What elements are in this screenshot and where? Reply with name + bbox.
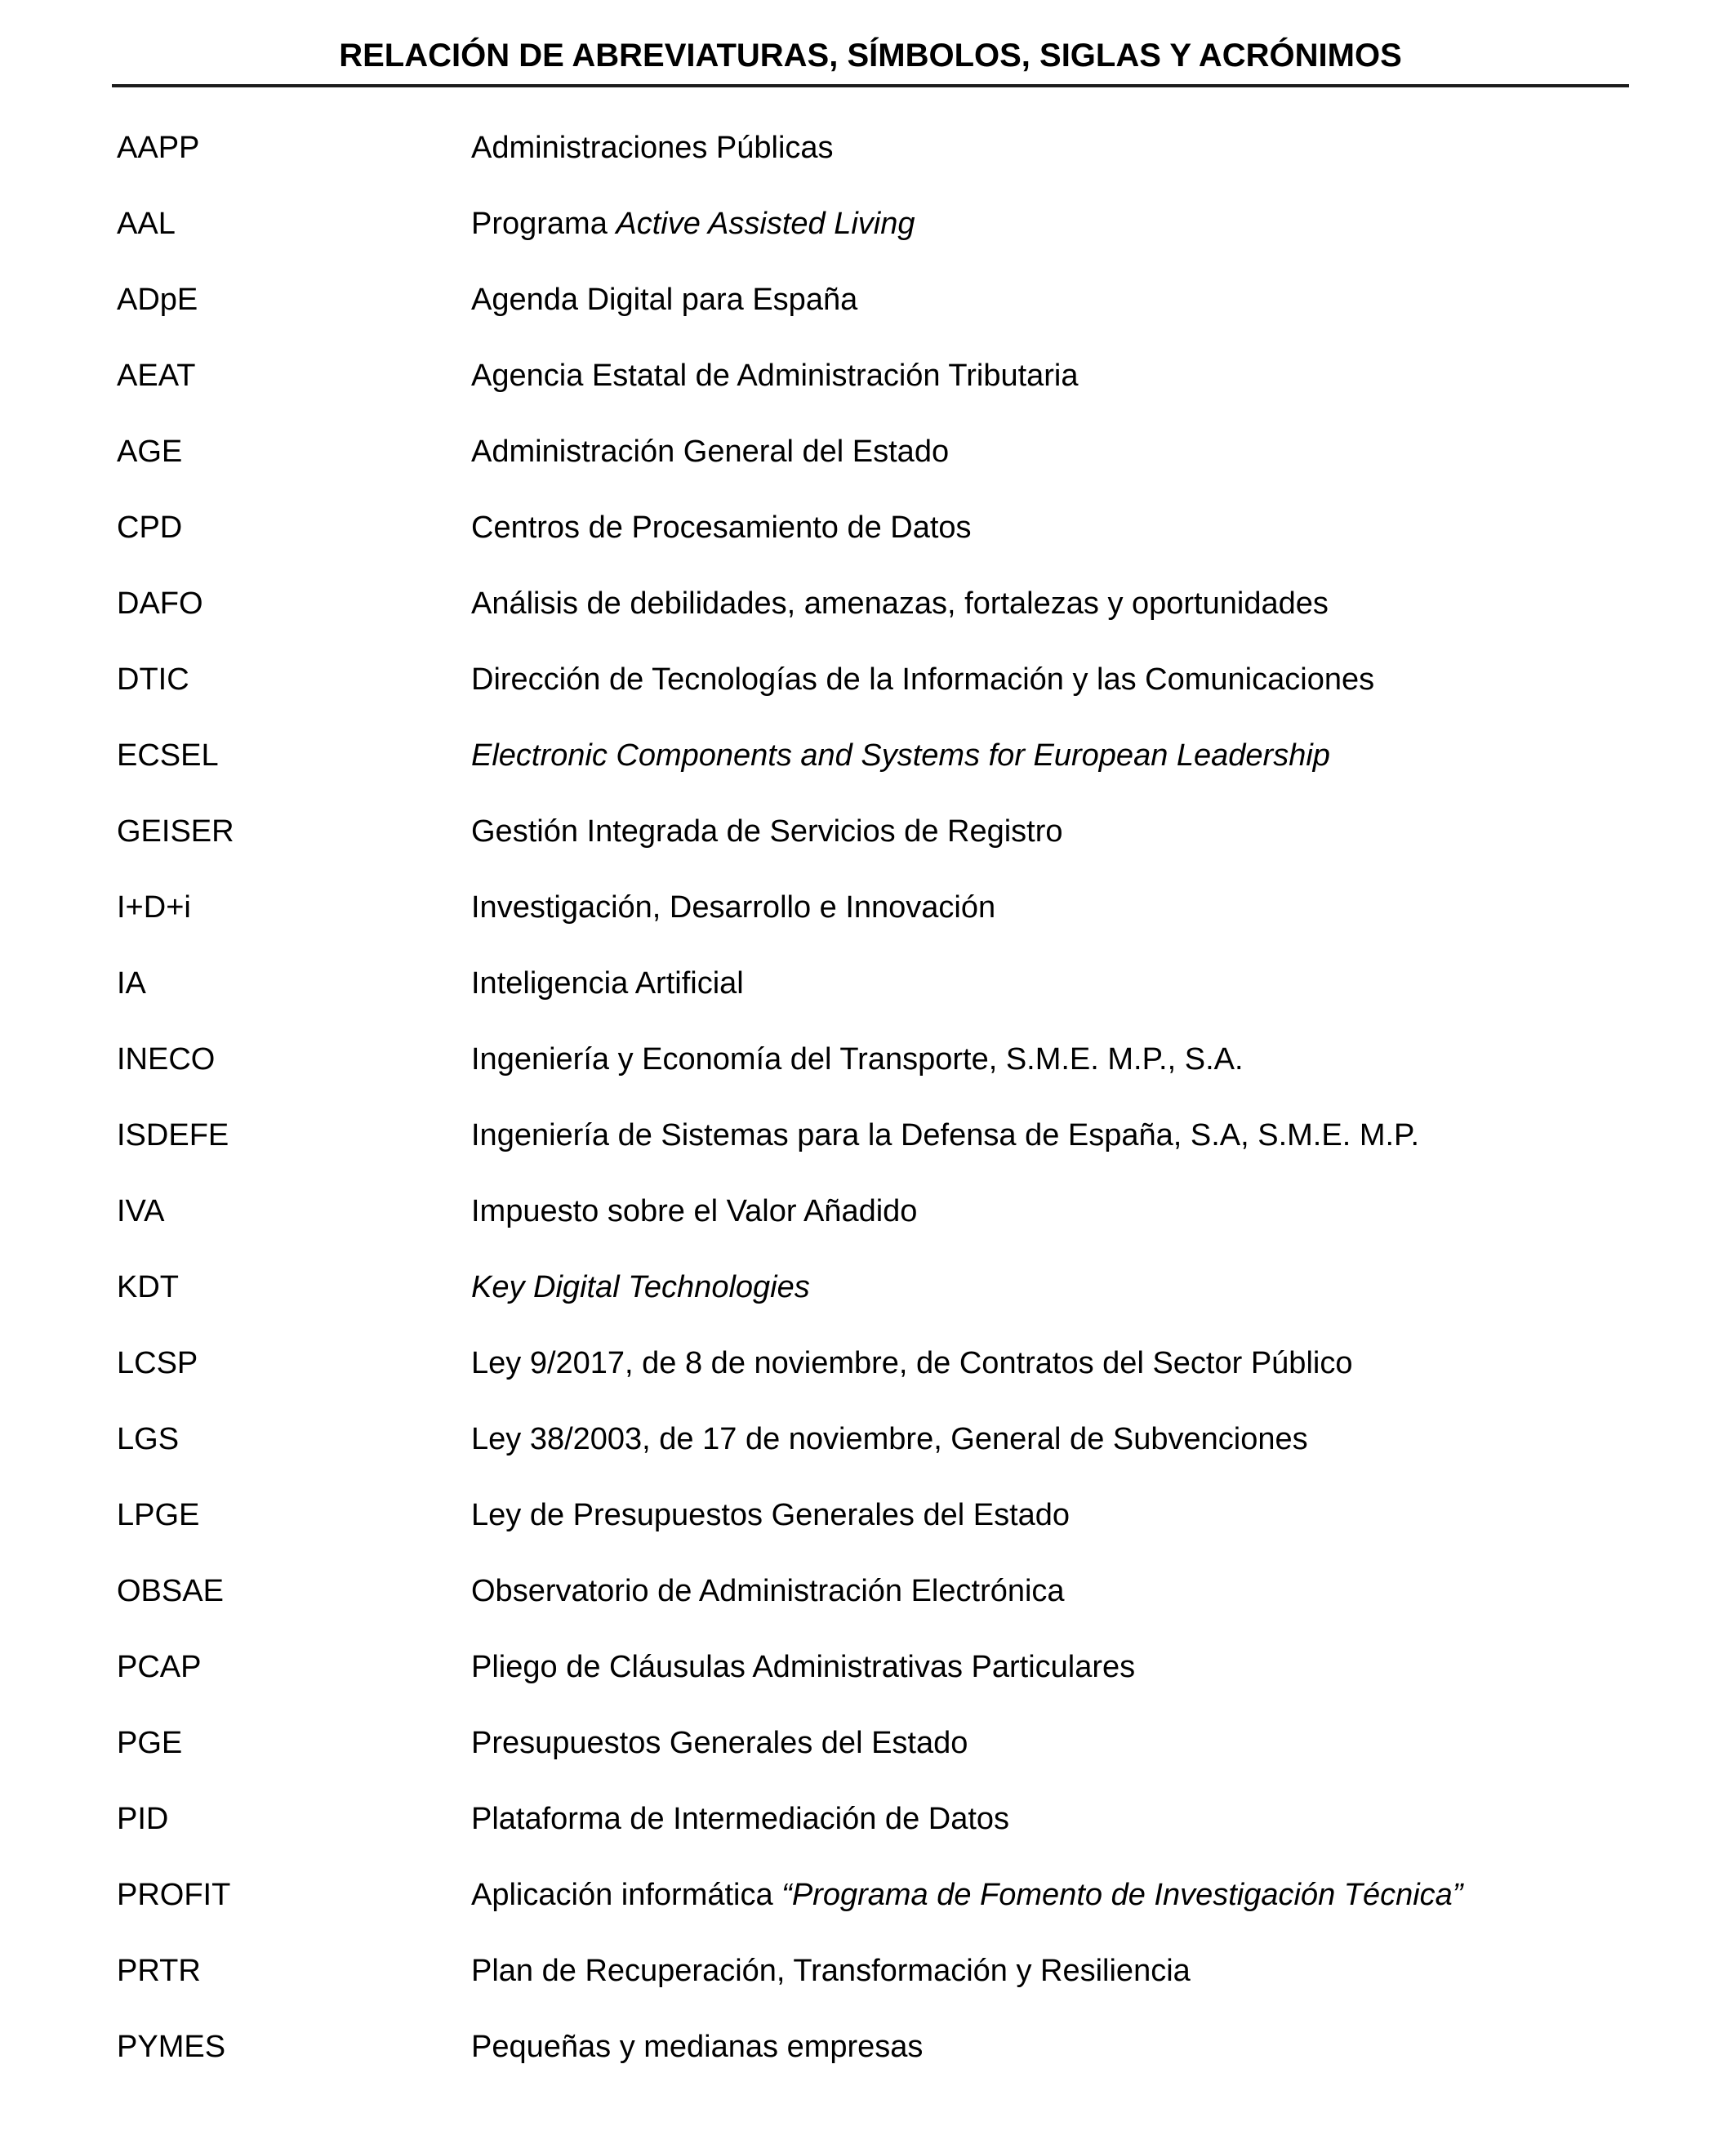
abbreviation-row xyxy=(117,1800,1668,1838)
definition-segment: Centros de Procesamiento de Datos xyxy=(471,510,972,545)
abbreviation-term: ECSEL xyxy=(117,738,219,773)
definition-segment: Ingeniería de Sistemas para la Defensa de España, S.A, S.M.E. M.P. xyxy=(471,1118,1420,1152)
abbreviation-term: LGS xyxy=(117,1422,180,1456)
abbreviation-row xyxy=(117,1041,1668,1078)
abbreviation-definition xyxy=(471,2028,1668,2066)
abbreviation-term: OBSAE xyxy=(117,1574,224,1608)
abbreviation-row xyxy=(117,357,1668,395)
abbreviation-term: LCSP xyxy=(117,1346,198,1380)
definition-segment: Ley de Presupuestos Generales del Estado xyxy=(471,1498,1071,1532)
abbreviation-term: ADpE xyxy=(117,283,198,317)
abbreviation-row xyxy=(117,1344,1668,1382)
abbreviation-term: PROFIT xyxy=(117,1878,231,1912)
abbreviation-definition xyxy=(471,1117,1668,1154)
abbreviation-row xyxy=(117,2028,1668,2066)
abbreviation-row xyxy=(117,1420,1668,1458)
abbreviation-term: PID xyxy=(117,1802,169,1836)
abbreviation-row xyxy=(117,889,1668,926)
definition-segment: Dirección de Tecnologías de la Información y las Comunicaciones xyxy=(471,662,1375,697)
abbreviation-term: PGE xyxy=(117,1726,183,1760)
abbreviation-row xyxy=(117,509,1668,546)
abbreviation-row xyxy=(117,1952,1668,1990)
abbreviation-list xyxy=(117,129,1668,2104)
abbreviation-row xyxy=(117,1876,1668,1914)
definition-segment-italic: Electronic Components and Systems for European Leadership xyxy=(471,738,1330,773)
abbreviation-term: AAPP xyxy=(117,131,200,165)
abbreviation-term: ISDEFE xyxy=(117,1118,229,1152)
abbreviation-definition xyxy=(471,1572,1668,1610)
definition-segment: Administración General del Estado xyxy=(471,435,950,469)
abbreviation-row xyxy=(117,585,1668,622)
definition-segment-italic: Key Digital Technologies xyxy=(471,1270,810,1304)
abbreviation-term: AAL xyxy=(117,207,176,241)
abbreviation-definition xyxy=(471,585,1668,622)
abbreviation-term: AEAT xyxy=(117,359,196,393)
abbreviation-definition xyxy=(471,1800,1668,1838)
definition-segment-italic: “Programa de Fomento de Investigación Técnica” xyxy=(781,1878,1463,1912)
definition-segment: Ingeniería y Economía del Transporte, S.M.E. M.P., S.A. xyxy=(471,1042,1244,1077)
abbreviation-definition xyxy=(471,281,1668,319)
abbreviation-definition xyxy=(471,357,1668,395)
definition-segment: Pequeñas y medianas empresas xyxy=(471,2030,924,2064)
abbreviation-row xyxy=(117,1268,1668,1306)
definition-segment: Presupuestos Generales del Estado xyxy=(471,1726,968,1760)
abbreviation-definition xyxy=(471,1876,1668,1914)
page-title: RELACIÓN DE ABREVIATURAS, SÍMBOLOS, SIGLAS Y ACRÓNIMOS xyxy=(112,36,1629,87)
abbreviation-row xyxy=(117,1572,1668,1610)
definition-segment: Plataforma de Intermediación de Datos xyxy=(471,1802,1010,1836)
definition-segment-italic: Active Assisted Living xyxy=(616,207,915,241)
abbreviation-definition xyxy=(471,889,1668,926)
abbreviation-term: IA xyxy=(117,966,146,1001)
definition-segment: Pliego de Cláusulas Administrativas Particulares xyxy=(471,1650,1136,1684)
abbreviation-definition xyxy=(471,1420,1668,1458)
definition-segment: Ley 9/2017, de 8 de noviembre, de Contratos del Sector Público xyxy=(471,1346,1353,1380)
abbreviation-row xyxy=(117,813,1668,850)
definition-segment: Agencia Estatal de Administración Tributaria xyxy=(471,359,1079,393)
abbreviation-row xyxy=(117,965,1668,1002)
abbreviation-definition xyxy=(471,1041,1668,1078)
abbreviation-row xyxy=(117,1648,1668,1686)
abbreviation-definition xyxy=(471,509,1668,546)
abbreviation-definition xyxy=(471,1268,1668,1306)
abbreviation-definition xyxy=(471,129,1668,167)
abbreviation-definition xyxy=(471,1648,1668,1686)
abbreviation-definition xyxy=(471,1724,1668,1762)
abbreviation-definition xyxy=(471,737,1668,774)
definition-segment: Agenda Digital para España xyxy=(471,283,858,317)
abbreviation-term: PRTR xyxy=(117,1954,201,1988)
abbreviation-row xyxy=(117,661,1668,698)
abbreviation-definition xyxy=(471,433,1668,470)
definition-segment: Inteligencia Artificial xyxy=(471,966,744,1001)
abbreviation-definition xyxy=(471,965,1668,1002)
abbreviation-term: PYMES xyxy=(117,2030,226,2064)
definition-segment: Aplicación informática xyxy=(471,1878,782,1912)
abbreviation-definition xyxy=(471,813,1668,850)
definition-segment: Observatorio de Administración Electrónica xyxy=(471,1574,1065,1608)
abbreviation-definition xyxy=(471,1344,1668,1382)
abbreviation-row xyxy=(117,433,1668,470)
abbreviation-row xyxy=(117,1496,1668,1534)
abbreviation-row xyxy=(117,1193,1668,1230)
abbreviation-term: PCAP xyxy=(117,1650,202,1684)
abbreviation-term: DTIC xyxy=(117,662,189,697)
abbreviation-term: CPD xyxy=(117,510,183,545)
abbreviation-term: AGE xyxy=(117,435,183,469)
definition-segment: Gestión Integrada de Servicios de Registro xyxy=(471,814,1063,849)
definition-segment: Administraciones Públicas xyxy=(471,131,834,165)
abbreviation-definition xyxy=(471,1952,1668,1990)
abbreviation-row xyxy=(117,205,1668,243)
definition-segment: Análisis de debilidades, amenazas, fortalezas y oportunidades xyxy=(471,586,1329,621)
abbreviation-term: LPGE xyxy=(117,1498,200,1532)
abbreviation-row xyxy=(117,1117,1668,1154)
abbreviation-row xyxy=(117,129,1668,167)
abbreviation-term: KDT xyxy=(117,1270,179,1304)
abbreviation-row xyxy=(117,1724,1668,1762)
abbreviation-definition xyxy=(471,661,1668,698)
definition-segment: Impuesto sobre el Valor Añadido xyxy=(471,1194,918,1228)
abbreviation-definition xyxy=(471,1496,1668,1534)
abbreviation-term: INECO xyxy=(117,1042,216,1077)
abbreviation-definition xyxy=(471,1193,1668,1230)
abbreviation-row xyxy=(117,281,1668,319)
abbreviation-term: GEISER xyxy=(117,814,234,849)
abbreviation-row xyxy=(117,737,1668,774)
definition-segment: Ley 38/2003, de 17 de noviembre, General de Subvenciones xyxy=(471,1422,1308,1456)
abbreviation-term: DAFO xyxy=(117,586,203,621)
abbreviation-definition xyxy=(471,205,1668,243)
definition-segment: Plan de Recuperación, Transformación y Resiliencia xyxy=(471,1954,1191,1988)
abbreviation-term: IVA xyxy=(117,1194,165,1228)
definition-segment: Investigación, Desarrollo e Innovación xyxy=(471,890,996,925)
definition-segment: Programa xyxy=(471,207,617,241)
abbreviation-term: I+D+i xyxy=(117,890,191,925)
